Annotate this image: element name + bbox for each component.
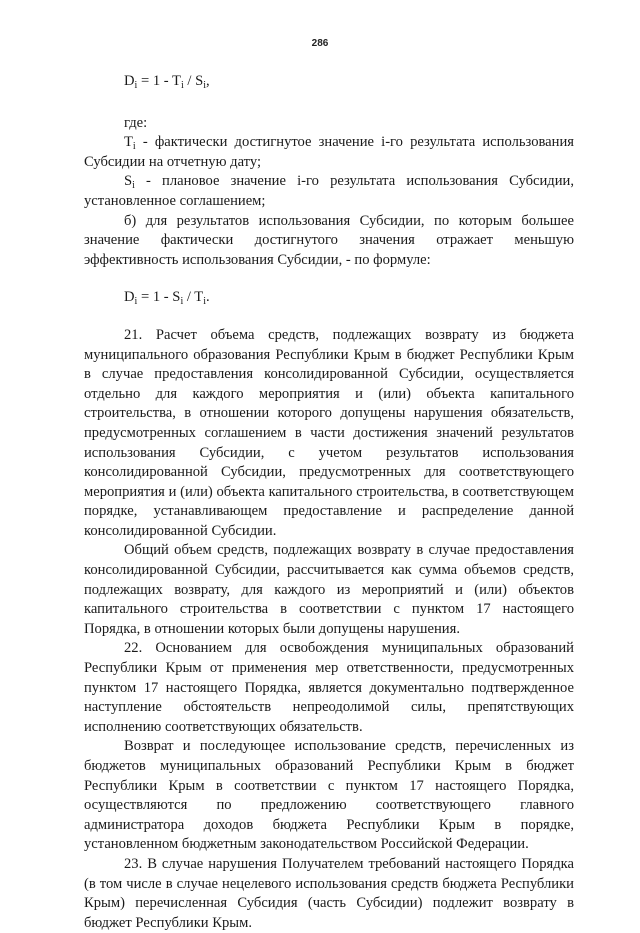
formula-di-inverse [84,288,574,308]
formula-subscript: i [180,80,184,91]
definition-t [84,133,574,172]
paragraph-22-return: Возврат и последующее использование средств, перечисленных из бюджетов муниципальных образований Республики Крым в бюджет Республики Крым в соответствии с пунктом 17 настоящего Порядка, осуществляются по предложению соответствующего главного администратора доходов бюджета Республики Крым в порядке, установленном бюджетным законодательством Российской Федерации. [84,738,574,853]
definition-s [84,172,574,211]
paragraph-21: 21. Расчет объема средств, подлежащих возврату из бюджета муниципального образования Республики Крым в бюджет Республики Крым в случае предоставления консолидированной Субсидии, осуществляется отдельно для каждого мероприятия и (или) объекта капитального строительства, в отношении которого допущены нарушения обязательств, предусмотренных соглашением в части достижения значений результатов использования Субсидии, с учетом результатов использования консолидированной Субсидии, предусмотренных для соответствующего мероприятия и (или) объекта капитального строительства, в соответствующем порядке, устанавливающем предоставление и распределение данной консолидированной Субсидии. [84,326,574,539]
paragraph-23: 23. В случае нарушения Получателем требований настоящего Порядка (в том числе в случае нецелевого использования средств бюджета Республики Крым) перечисленная Субсидия (часть Субсидии) подлежит возврату в бюджет Республики Крым. [84,855,574,931]
definition-text: - фактически достигнутое значение i-го результата использования Субсидии на отчетную дату; [84,134,574,170]
definition-symbol: T [124,134,133,151]
definition-subscript: i [132,180,135,192]
formula-subscript: i [134,296,138,308]
formula-subscript: i [203,296,207,308]
where-label: где: [124,114,148,131]
formula-text: , [206,73,210,89]
formula-text: / T [183,289,204,306]
formula-symbol: D [124,73,135,89]
formula-symbol: D [124,289,135,306]
definition-symbol: S [124,173,133,190]
page-number: 286 [311,38,329,49]
formula-text: / S [183,73,204,89]
formula-text: = 1 - S [137,289,181,306]
formula-subscript: i [203,80,206,91]
formula-di-ratio [84,72,574,92]
formula-text: = 1 - T [137,73,181,89]
item-b: б) для результатов использования Субсидии, по которым большее значение фактически достигнутого значения отражает меньшую эффективность использования Субсидии, - по формуле: [84,212,574,268]
paragraph-22: 22. Основанием для освобождения муниципальных образований Республики Крым от применения мер ответственности, предусмотренных пунктом 17 настоящего Порядка, является документально подтвержденное наступление обстоятельств непреодолимой силы, препятствующих исполнению соответствующих обязательств. [84,640,574,735]
formula-text: . [206,289,210,306]
definition-text: - плановое значение i-го результата использования Субсидии, установленное соглашением; [84,173,574,209]
formula-subscript: i [134,80,138,91]
document-body [84,72,574,933]
definition-subscript: i [132,141,136,153]
paragraph-21-total: Общий объем средств, подлежащих возврату в случае предоставления консолидированной Субсидии, рассчитывается как сумма объемов средств, подлежащих возврату, для каждого из мероприятий и (или) объектов капитального строительства в соответствии с пунктом 17 настоящего Порядка, в отношении которых были допущены нарушения. [84,542,574,637]
formula-subscript: i [180,296,184,308]
